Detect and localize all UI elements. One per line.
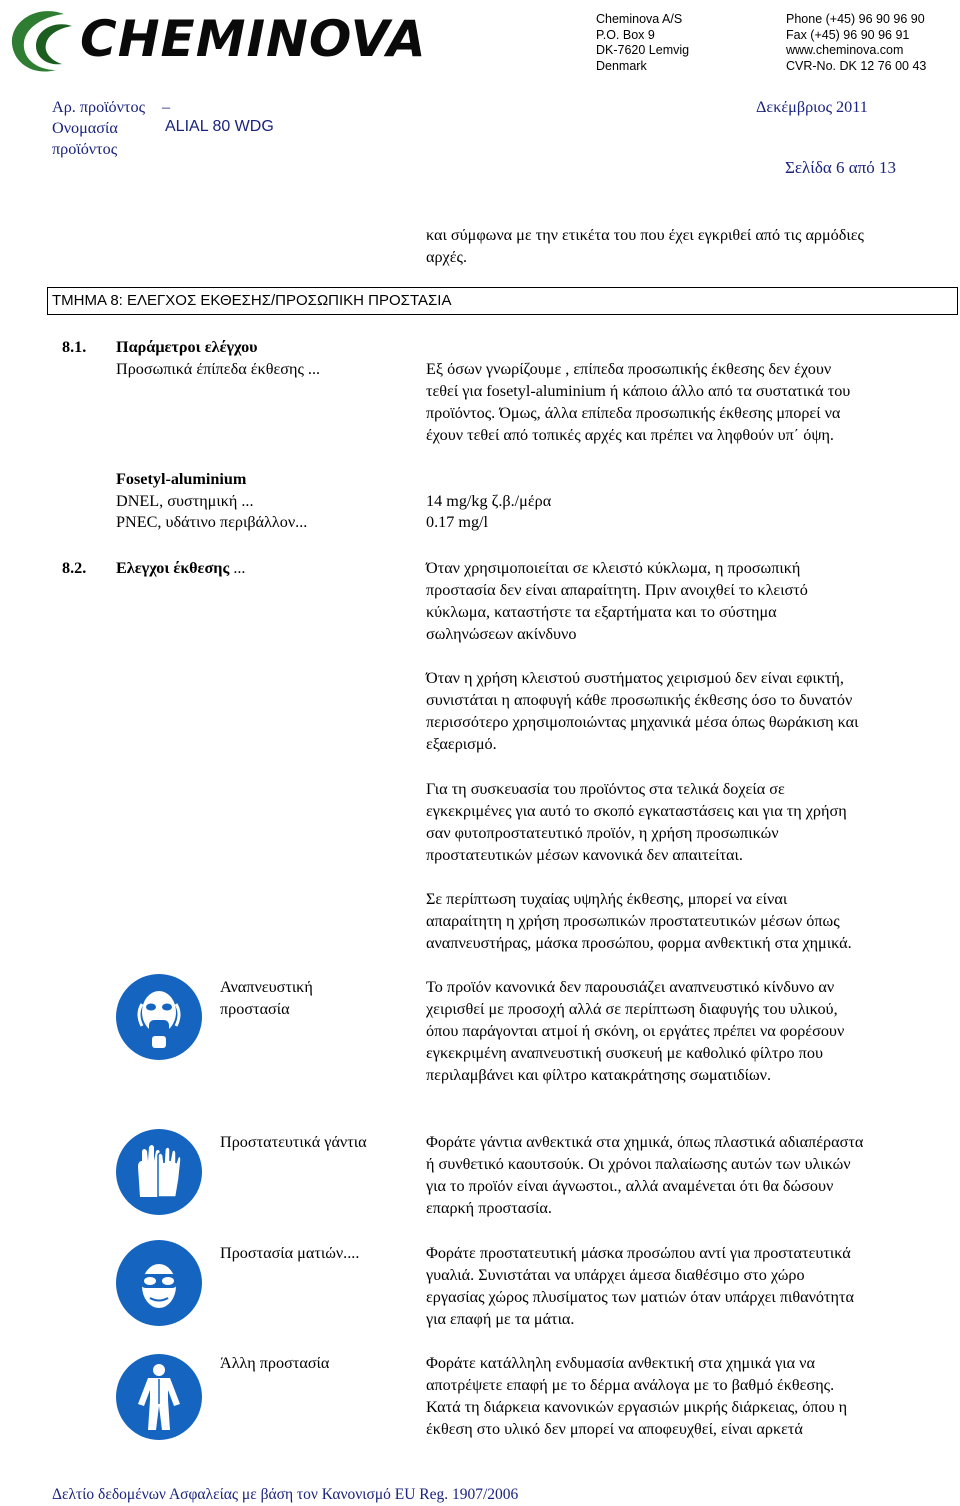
exposure-limits-text: Εξ όσων γνωρίζουμε , επίπεδα προσωπικής έκθεσης δεν έχουν τεθεί για fosetyl-aluminium ή κάποιο άλλο από τα συστατικά του προϊόντος. Όμως, άλλα επίπεδα προσωπικής έκθεσης μπορεί να έχουν τεθεί από τοπικές αρχές και πρέπει να ληφθούν υπ΄ όψη. <box>426 360 851 444</box>
ppe-text: Φοράτε γάντια ανθεκτικά στα χημικά, όπως πλαστικά αδιαπέραστα ή συνθετικό καουτσούκ. Οι χρόνοι παλαίωσης αυτών των υλικών για το προϊόν είναι άγνωστοι., αλλά αναμένεται ότι θα δώσουν επαρκή προστασία. <box>426 1133 864 1217</box>
cheminova-logo <box>6 4 506 76</box>
fax: Fax (+45) 96 90 96 91 <box>786 27 910 42</box>
address-line: Cheminova A/S <box>596 12 683 26</box>
footer-text: Δελτίο δεδομένων Ασφαλείας με βάση τον Κανονισμό EU Reg. 1907/2006 <box>52 1486 519 1503</box>
ppe-text: Φοράτε κατάλληλη ενδυμασία ανθεκτική στα χημικά για να αποτρέψετε επαφή με το δέρμα ανάλογα με το βαθμό έκθεσης. Κατά τη διάρκεια κανονικών εργασιών μικρής διάρκειας, όπου η έκθεση στο υλικό δεν μπορεί να αποφευχθεί, είναι αρκετά <box>426 1354 848 1438</box>
ppe-row-other <box>0 1346 960 1446</box>
phone: Phone (+45) 96 90 96 90 <box>786 12 925 26</box>
exposure-controls-paragraph-2: Όταν η χρήση κλειστού συστήματος χειρισμού δεν είναι εφικτή, συνιστάται η αποφυγή κάθε προσωπικής έκθεσης όσο το δυνατόν περισσότερο χρησιμοποιώντας μηχανικά μέσα όπως θωράκιση και εξαερισμό. <box>426 669 859 753</box>
exposure-controls-paragraph-3: Για τη συσκευασία του προϊόντος στα τελικά δοχεία σε εγκεκριμένες για αυτό το σκοπό εγκαταστάσεις και για τη χρήση σαν φυτοπροστατευτικό προϊόν, η χρήση προσωπικών προστατευτικών μέσων κανονικά δεν απαιτείται. <box>426 780 847 864</box>
address-line: DK-7620 Lemvig <box>596 43 690 57</box>
coverall-icon <box>116 1354 202 1440</box>
section-8-1-title: Παράμετροι ελέγχου <box>116 338 258 356</box>
page-number: Σελίδα 6 από 13 <box>785 158 897 177</box>
exposure-limits-label: Προσωπικά έπίπεδα έκθεσης ... <box>116 360 321 378</box>
pnec-label: PNEC, υδάτινο περιβάλλον... <box>116 513 308 531</box>
product-name: ALIAL 80 WDG <box>165 118 274 135</box>
exposure-controls-paragraph-1: Όταν χρησιμοποιείται σε κλειστό κύκλωμα, η προσωπική προστασία δεν είναι απαραίτητη. Πριν ανοιχθεί το κλειστό κύκλωμα, καταστήστε τα εξαρτήματα και το σύστημα σωληνώσεων ακίνδυνο <box>426 559 808 643</box>
company-address <box>596 12 776 74</box>
ppe-row-gloves <box>0 1125 960 1225</box>
exposure-controls-paragraph-4: Σε περίπτωση τυχαίας υψηλής έκθεσης, μπορεί να είναι απαραίτητη η χρήση προσωπικών προστατευτικών μέσων όπως αναπνευστήρας, μάσκα προσώπου, φορμα ανθεκτική στα χημικά. <box>426 890 852 952</box>
website-link[interactable]: www.cheminova.com <box>786 43 904 57</box>
address-line: P.O. Box 9 <box>596 27 655 42</box>
product-number-value: – <box>162 98 171 116</box>
ppe-label: Προστασία ματιών.... <box>220 1244 360 1262</box>
section-8-2-title: Ελεγχοι έκθεσης <box>116 559 230 577</box>
ppe-label: Άλλη προστασία <box>220 1354 330 1372</box>
product-name-label-2: προϊόντος <box>52 140 118 158</box>
intro-line: αρχές. <box>426 248 467 266</box>
company-contact <box>786 12 956 74</box>
intro-line: και σύμφωνα με την ετικέτα του που έχει εγκριθεί από τις αρμόδιες <box>426 226 864 244</box>
section-8-title: ΤΜΗΜΑ 8: ΕΛΕΓΧΟΣ ΕΚΘΕΣΗΣ/ΠΡΟΣΩΠΙΚΗ ΠΡΟΣΤΑΣΙΑ <box>47 287 958 315</box>
goggles-icon <box>116 1240 202 1326</box>
ppe-row-eyes <box>0 1236 960 1336</box>
ppe-label: Προστατευτικά γάντια <box>220 1133 367 1151</box>
ppe-row-respiratory <box>0 970 960 1090</box>
section-8-2-number: 8.2. <box>62 559 87 577</box>
vat-number: CVR-No. DK 12 76 00 43 <box>786 58 927 73</box>
section-8-1-number: 8.1. <box>62 338 87 356</box>
respirator-icon <box>116 974 202 1060</box>
gloves-icon <box>116 1129 202 1215</box>
logo-wordmark: CHEMINOVA <box>80 10 427 68</box>
section-8-2-dots: ... <box>229 559 246 577</box>
document-date: Δεκέμβριος 2011 <box>756 98 868 116</box>
ppe-text: Φοράτε προστατευτική μάσκα προσώπου αντί για προστατευτικά γυαλιά. Συνιστάται να υπάρχει άμεσα διαθέσιμο στο χώρο εργασίας χώρος πλυσίματος των ματιών όταν υπάρχει πιθανότητα για επαφή με τα μάτια. <box>426 1244 854 1328</box>
logo-swirl-icon <box>6 4 80 76</box>
address-line: Denmark <box>596 58 647 73</box>
dnel-label: DNEL, συστημική ... <box>116 492 254 510</box>
section-8-2-heading <box>116 557 245 579</box>
substance-name: Fosetyl-aluminium <box>116 470 247 488</box>
product-name-label: Ονομασία <box>52 119 118 137</box>
ppe-text: Το προϊόν κανονικά δεν παρουσιάζει αναπνευστικό κίνδυνο αν χειρισθεί με προσοχή αλλά σε περίπτωση διαφυγής του υλικού, όπου παράγονται ατμοί ή σκόνη, οι εργάτες πρέπει να φορέσουν εγκεκριμένη αναπνευστική συσκευή με καθολικό φίλτρο που περιλαμβάνει και φίλτρο κατακράτησης σωματιδίων. <box>426 978 845 1084</box>
product-number-label: Αρ. προϊόντος <box>52 98 145 116</box>
dnel-value: 14 mg/kg ζ.β./μέρα <box>426 492 552 510</box>
ppe-label: Αναπνευστική προστασία <box>220 978 313 1018</box>
pnec-value: 0.17 mg/l <box>426 513 489 531</box>
